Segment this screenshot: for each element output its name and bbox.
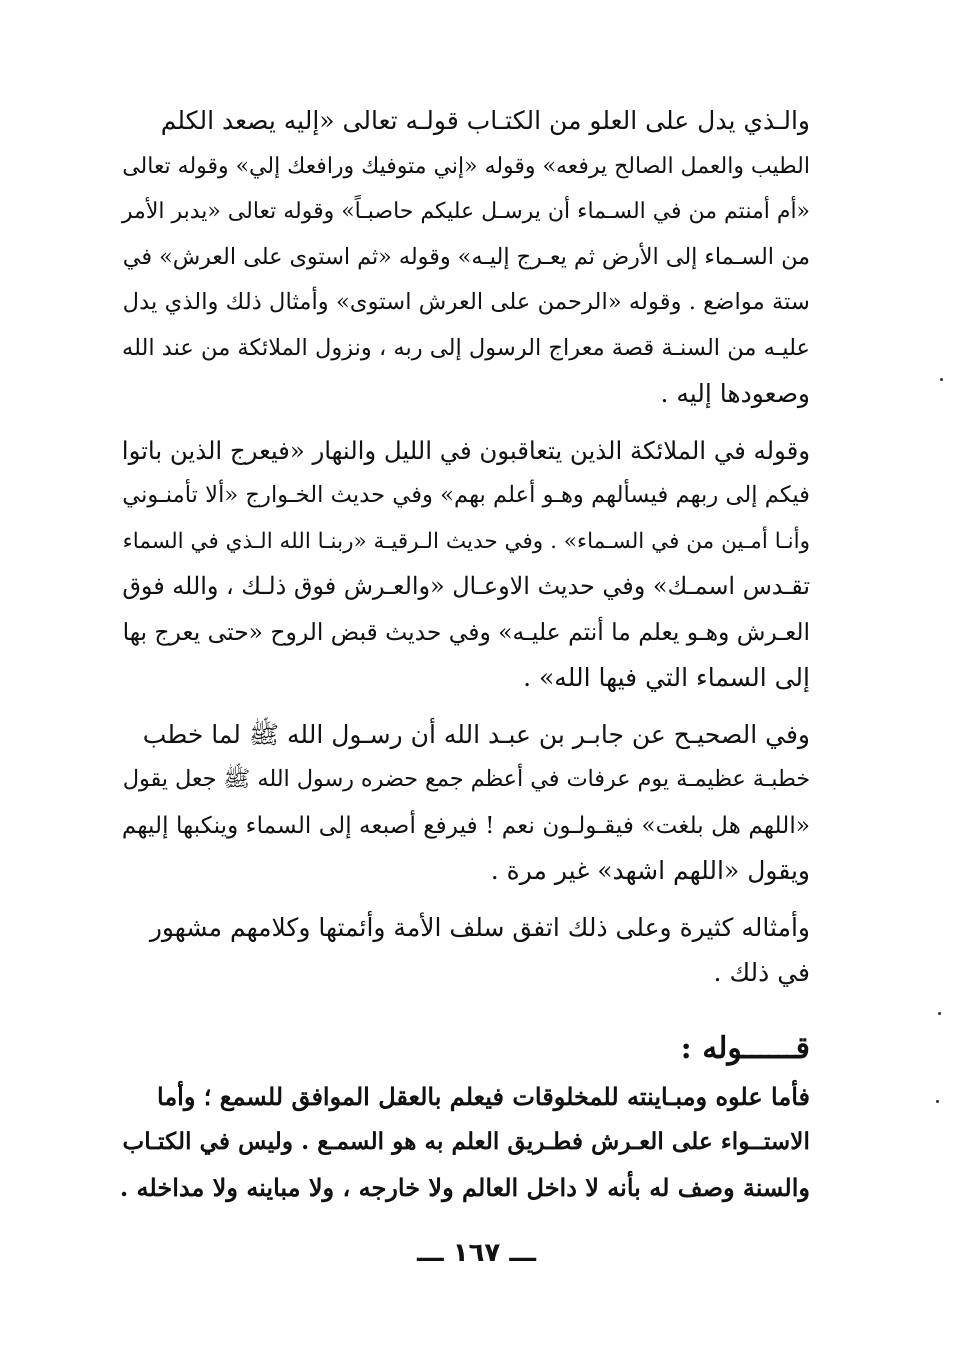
paragraph-1 [108,98,810,417]
text-line: فيكم إلى ربهم فيسألهم وهـو أعلم بهم» وفي حديث الخـوارج «ألا تأمنـوني [122,482,810,508]
text-line: الطيب والعمل الصالح يرفعه» وقوله «إني متوفيك ورافعك إلي» وقوله تعالى [122,153,810,179]
text-line: وأنـا أمـين من في السـماء» . وفي حديث الـرقيـة «ربنـا الله الـذي في السماء [122,528,810,554]
text-line: وأمثاله كثيرة وعلى ذلك اتفق سلف الأمة وأئمتها وكلامهم مشهور [149,912,810,942]
text-line: «اللهم هل بلغت» فيقـولـون نعم ! فيرفع أصبعه إلى السماء وينكبها إليهم [121,811,810,839]
text-line: خطبـة عظيمـة يوم عرفات في أعظم جمع حضره رسول الله ﷺ جعل يقول [122,766,810,792]
bold-paragraph [108,1074,810,1211]
text-line: «أم أمنتم من في السـماء أن يرسـل عليكم حاصبـاً» وقوله تعالى «يدبر الأمر [121,199,810,224]
scan-speck [940,378,943,381]
text-line: ويقول «اللهم اشهد» غير مرة . [490,856,810,885]
page-body [108,98,810,1221]
text-line: ستة مواضع . وقوله «الرحمن على العرش استوى» وأمثال ذلك والذي يدل [122,289,810,315]
text-line: فأما علوه ومبـاينته للمخلوقات فيعلم بالعقل الموافق للسمع ؛ وأما [157,1081,810,1111]
text-line: وقوله في الملائكة الذين يتعاقبون في الليل والنهار «فيعرج الذين باتوا [121,435,810,465]
text-line: إلى السماء التي فيها الله» . [523,663,810,692]
paragraph-3 [108,712,810,894]
text-line: وصعودها إليه . [660,379,810,408]
text-line: الاستــواء على العـرش فطـريق العلم به هو السمـع . وليس في الكتـاب [122,1128,810,1155]
text-line: تقـدس اسمـك» وفي حديث الاوعـال «والعـرش فوق ذلـك ، والله فوق [122,572,810,600]
text-line: والسنة وصف له بأنه لا داخل العالم ولا خارجه ، ولا مباينه ولا مداخله . [119,1172,810,1202]
text-line: في ذلك . [713,958,810,987]
text-line: والـذي يدل على العلو من الكتـاب قولـه تعالى «إليه يصعد الكلم [160,106,810,135]
section-heading: قــــــوله : [680,1030,810,1066]
scan-speck [938,1012,941,1015]
text-line: من السـماء إلى الأرض ثم يعـرج إليـه» وقوله «ثم استوى على العرش» في [122,243,810,270]
scan-speck [936,1100,939,1103]
page-number: ـــ ١٦٧ ـــ [416,1238,537,1268]
paragraph-2 [108,428,810,701]
text-line: عليـه من السنـة قصة معراج الرسول إلى ربه ، ونزول الملائكة من عند الله [121,334,810,361]
text-line: العـرش وهـو يعلم ما أنتم عليـه» وفي حديث قبض الروح «حتى يعرج بها [122,617,810,646]
text-line: وفي الصحيـح عن جابـر بن عبـد الله أن رسـول الله ﷺ لما خطب [142,719,810,749]
paragraph-4 [108,905,810,996]
